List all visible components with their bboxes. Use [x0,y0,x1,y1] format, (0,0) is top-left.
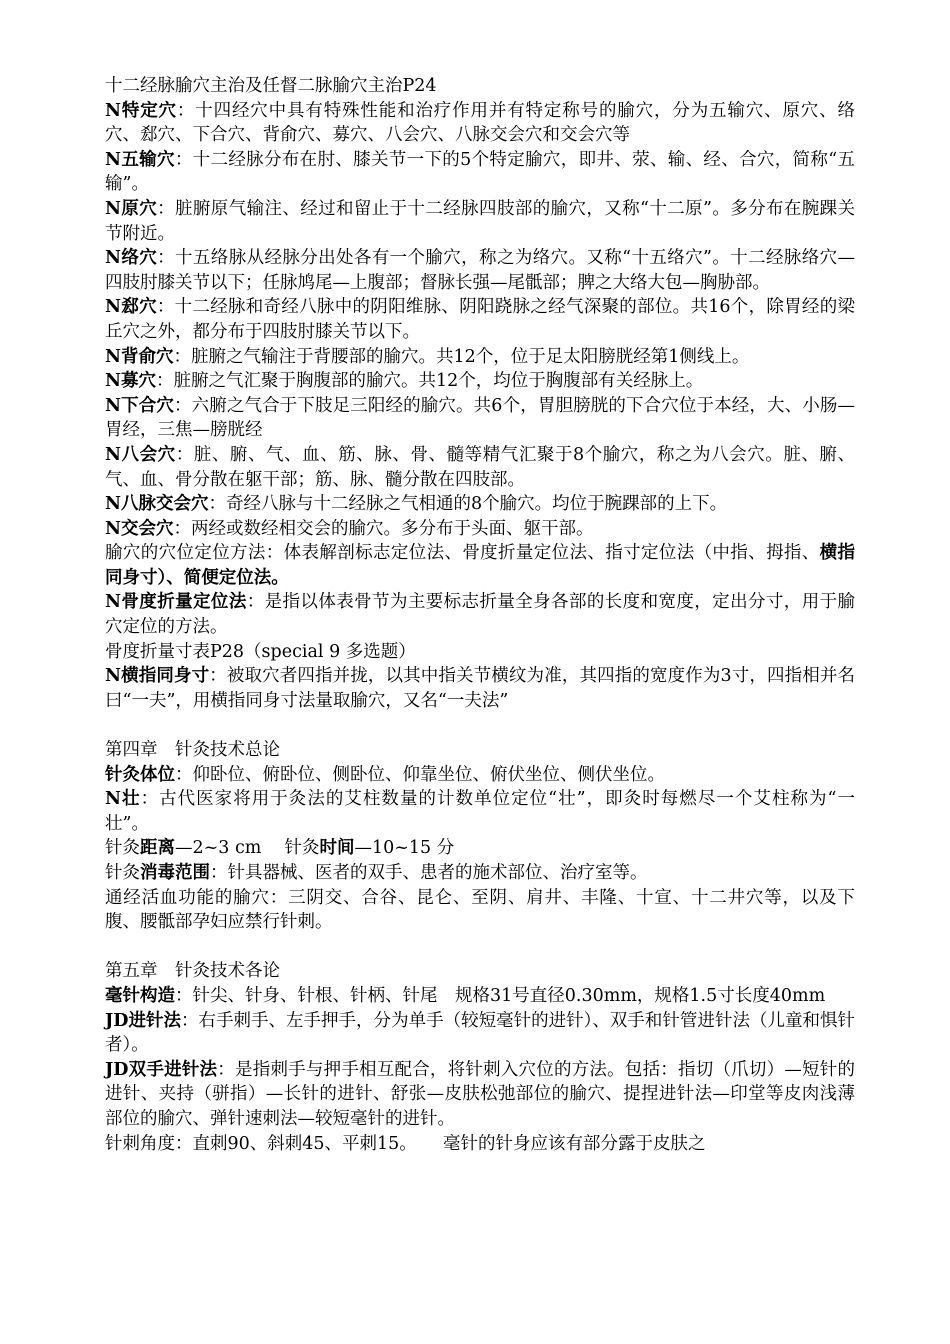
term-definition: ：是指刺手与押手相互配合，将针刺入穴位的方法。包括：指切（爪切）—短针的进针、夹持（骈指）—长针的进针、舒张—皮肤松弛部位的腧穴、提捏进针法—印堂等皮肉浅薄部位的腧穴、弹针速刺法—较短毫针的进针。 [105,1059,855,1129]
term-label: N五输穴 [105,149,175,170]
term-definition: ：十二经脉分布在肘、膝关节一下的5个特定腧穴，即井、荥、输、经、合穴，简称“五输”。 [105,149,856,195]
term-definition: ：被取穴者四指并拢，以其中指关节横纹为准，其四指的宽度作为3寸，四指相并名曰“一夫”，用横指同身寸法量取腧穴，又名“一夫法” [105,666,855,711]
paragraph-zhuang [105,787,855,836]
term-label: N下合穴 [105,395,175,416]
term-label: JD双手进针法 [105,1059,218,1080]
paragraph-gu-du-zhe-liang [105,590,855,639]
paragraph-xia-he-xue [105,394,855,443]
paragraph-mu-xue [105,369,855,394]
paragraph-text: 十二经脉腧穴主治及任督二脉腧穴主治P24 [105,76,437,96]
paragraph-text: ：针具器械、医者的双手、患者的施术部位、治疗室等。 [210,863,648,883]
paragraph-ba-hui-xue [105,443,855,492]
term-definition: ：脏腑之气输注于背腰部的腧穴。共12个，位于足太阳膀胱经第1侧线上。 [173,346,750,367]
term-label: N八脉交会穴 [105,494,209,515]
term-label: 针灸体位 [105,764,175,785]
paragraph-bei-shu-xue [105,345,855,370]
paragraph-text: —10~15 分 [354,838,455,859]
paragraph-hao-zhen-gou-zao [105,984,855,1009]
paragraph-disinfection [105,861,855,886]
paragraph-luo-xue [105,246,855,295]
term-definition: ：十五络脉从经脉分出处各有一个腧穴，称之为络穴。又称“十五络穴”。十二经脉络穴—四肢肘膝关节以下；任脉鸠尾—上腹部；督脉长强—尾骶部；脾之大络大包—胸胁部。 [105,248,856,293]
paragraph-heng-zhi-tong-shen-cun [105,664,855,713]
paragraph-title [105,74,855,99]
paragraph-text: 针灸 [105,863,140,883]
term-definition: ：古代医家将用于灸法的艾柱数量的计数单位定位“壮”，即灸时每燃尽一个艾柱称为“一壮”。 [105,789,855,834]
term-definition: ：右手刺手、左手押手，分为单手（较短毫针的进针）、双手和针管进针法（儿童和惧针者）。 [105,1010,855,1056]
term-label: JD进针法 [105,1010,181,1031]
term-definition: ：十二经脉和奇经八脉中的阴阳维脉、阴阳跷脉之经气深聚的部位。共16个，除胃经的梁丘穴之外，都分布于四肢肘膝关节以下。 [105,297,856,342]
term-definition: ：是指以体表骨节为主要标志折量全身各部的长度和宽度，定出分寸，用于腧穴定位的方法。 [105,592,855,638]
paragraph-gu-du-table-note [105,640,855,665]
term-label: N募穴 [105,371,156,392]
term-label: N横指同身寸 [105,666,210,687]
paragraph-xi-xue [105,295,855,344]
term-label: N原穴 [105,198,158,219]
paragraph-yuan-xue [105,197,855,246]
paragraph-location-methods [105,541,855,590]
paragraph-wu-shu-xue [105,148,855,197]
term-definition: ：六腑之气合于下肢足三阳经的腧穴。共6个，胃胆膀胱的下合穴位于本经，大、小肠—胃经，三焦—膀胱经 [105,395,855,441]
chapter-title: 第五章 针灸技术各论 [105,961,280,982]
paragraph-ba-mai-jiao-hui-xue [105,492,855,517]
term-definition: ：十四经穴中具有特殊性能和治疗作用并有特定称号的腧穴，分为五输穴、原穴、络穴、郄穴、下合穴、背俞穴、募穴、八会穴、八脉交会穴和交会穴等 [105,100,856,146]
term-label: 毫针构造 [105,985,175,1006]
paragraph-text: 骨度折量寸表P28（special 9 多选题） [105,641,416,662]
document-body [105,74,855,1156]
blank-line [105,935,855,960]
paragraph-te-ding-xue [105,99,855,148]
emphasis-text: 横指同身寸）、简便定位法。 [105,543,856,588]
term-label: N特定穴 [105,100,177,121]
term-definition: ：针尖、针身、针根、针柄、针尾 规格31号直径0.30mm，规格1.5寸长度40mm [175,985,826,1006]
emphasis-text: 消毒范围 [140,863,210,883]
term-definition: ：脏腑之气汇聚于胸腹部的腧穴。共12个，均位于胸腹部有关经脉上。 [156,371,704,392]
paragraph-distance-time [105,836,855,861]
chapter-heading-4 [105,738,855,763]
paragraph-contraindication [105,886,855,935]
term-label: N壮 [105,789,141,810]
paragraph-zhen-ci-jiao-du [105,1132,855,1157]
term-label: N八会穴 [105,444,176,465]
term-definition: ：奇经八脉与十二经脉之气相通的8个腧穴。均位于腕踝部的上下。 [208,494,728,515]
term-label: N背俞穴 [105,346,174,367]
paragraph-jiao-hui-xue [105,517,855,542]
paragraph-zhen-jiu-ti-wei [105,763,855,788]
term-label: N络穴 [105,248,158,269]
term-definition: ：脏、腑、气、血、筋、脉、骨、髓等精气汇聚于8个腧穴，称之为八会穴。脏、腑、气、血、骨分散在躯干部；筋、脉、髓分散在四肢部。 [105,444,855,490]
paragraph-text: 通经活血功能的腧穴：三阴交、合谷、昆仑、至阴、肩井、丰隆、十宣、十二井穴等，以及下腹、腰骶部孕妇应禁行针刺。 [105,887,855,933]
term-label: N骨度折量定位法 [105,592,247,613]
paragraph-shuang-shou-jin-zhen-fa [105,1058,855,1132]
blank-line [105,713,855,738]
emphasis-text: 距离 [140,838,175,859]
term-definition: ：两经或数经相交会的腧穴。多分布于头面、躯干部。 [173,518,594,539]
emphasis-text: 时间 [319,838,355,859]
paragraph-jin-zhen-fa [105,1009,855,1058]
chapter-heading-5 [105,959,855,984]
paragraph-text: 腧穴的穴位定位方法：体表解剖标志定位法、骨度折量定位法、指寸定位法（中指、拇指、 [105,543,820,564]
term-definition: ：仰卧位、俯卧位、侧卧位、仰靠坐位、俯伏坐位、侧伏坐位。 [175,764,665,785]
paragraph-text: 针灸 [105,838,140,859]
term-label: N交会穴 [105,518,174,539]
paragraph-text: 针刺角度：直刺90、斜刺45、平刺15。 毫针的针身应该有部分露于皮肤之 [105,1133,706,1154]
term-definition: ：脏腑原气输注、经过和留止于十二经脉四肢部的腧穴，又称“十二原”。多分布在腕踝关节附近。 [105,198,856,244]
term-label: N郄穴 [105,297,157,318]
paragraph-text: —2~3 cm 针灸 [175,838,320,859]
chapter-title: 第四章 针灸技术总论 [105,740,280,761]
